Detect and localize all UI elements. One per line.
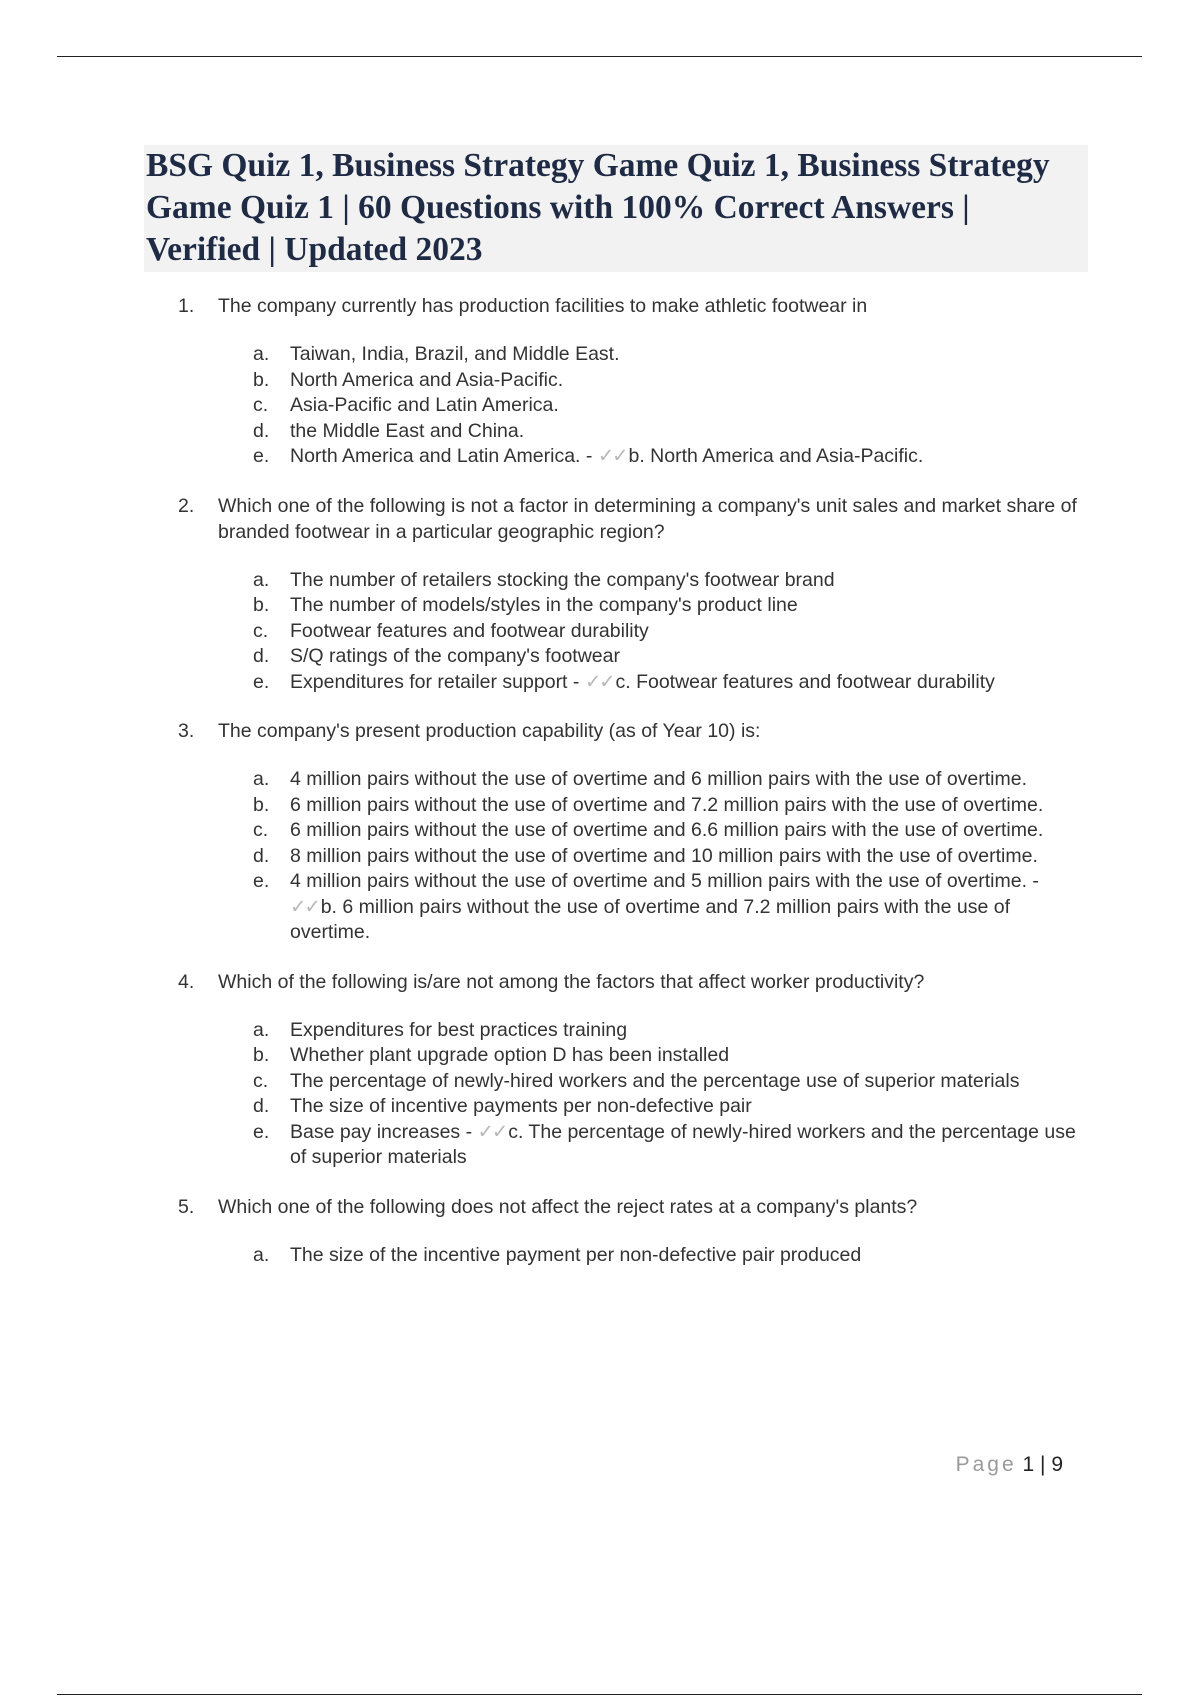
option-letter: c. — [253, 819, 269, 841]
option-letter: e. — [253, 870, 270, 892]
option-letter: e. — [253, 670, 270, 693]
option-text-container — [290, 793, 1088, 819]
document-title: BSG Quiz 1, Business Strategy Game Quiz 1, Business Strategy Game Quiz 1 | 60 Questions with 100% Correct Answers | Verified | Updated 2023 — [146, 147, 1050, 268]
option-text: The size of incentive payments per non-defective pair — [290, 1095, 752, 1117]
answer-option — [253, 593, 1088, 619]
option-text: Footwear features and footwear durability — [290, 619, 649, 642]
option-text-container — [290, 1120, 1088, 1171]
correct-answer: c. The percentage of newly-hired workers and the percentage use of superior materials — [290, 1120, 1076, 1168]
checkmark-icon: ✓✓ — [584, 670, 614, 693]
question-item — [178, 969, 1088, 1171]
option-text: 4 million pairs without the use of overtime and 6 million pairs with the use of overtime. — [290, 768, 1028, 790]
answer-option — [253, 670, 1088, 696]
option-text-container — [290, 869, 1088, 946]
option-letter: a. — [253, 1243, 270, 1266]
option-list — [178, 568, 1088, 696]
option-text-container — [290, 444, 1088, 470]
question-row — [178, 293, 1088, 319]
answer-option — [253, 368, 1088, 394]
option-text-container — [290, 619, 1088, 645]
option-letter: a. — [253, 568, 270, 591]
option-text: 8 million pairs without the use of overtime and 10 million pairs with the use of overtime. — [290, 844, 1038, 867]
answer-option — [253, 644, 1088, 670]
current-page: 1 — [1022, 1453, 1035, 1476]
question-text: Which one of the following is not a factor in determining a company's unit sales and market share of branded footwear in a particular geographic region? — [218, 494, 1077, 543]
question-row — [178, 493, 1088, 545]
option-letter: c. — [253, 619, 269, 642]
option-text-container — [290, 1243, 1088, 1269]
option-text: The number of retailers stocking the company's footwear brand — [290, 568, 835, 591]
question-row — [178, 969, 1088, 995]
page-label: Page — [955, 1453, 1017, 1476]
option-text-container — [290, 1018, 1088, 1044]
option-letter: d. — [253, 645, 270, 667]
correct-answer: b. North America and Asia-Pacific. — [628, 445, 924, 467]
option-text-container — [290, 593, 1088, 619]
answer-option — [253, 844, 1088, 870]
option-letter: b. — [253, 594, 270, 616]
answer-option — [253, 444, 1088, 470]
option-text: The size of the incentive payment per non-defective pair produced — [290, 1243, 862, 1266]
option-letter: d. — [253, 419, 270, 442]
correct-answer: c. Footwear features and footwear durability — [615, 670, 995, 693]
option-text-container — [290, 670, 1088, 696]
answer-option — [253, 1243, 1088, 1269]
option-letter: c. — [253, 1069, 269, 1092]
checkmark-icon: ✓✓ — [597, 445, 627, 467]
answer-option — [253, 767, 1088, 793]
option-letter: c. — [253, 394, 269, 416]
option-text-container — [290, 844, 1088, 870]
question-list — [178, 293, 1088, 1291]
option-text-container — [290, 1094, 1088, 1120]
option-text: Expenditures for best practices training — [290, 1018, 628, 1041]
question-number: 2. — [178, 494, 195, 517]
top-rule — [57, 56, 1142, 57]
option-letter: a. — [253, 768, 270, 790]
answer-option — [253, 1094, 1088, 1120]
option-text: 6 million pairs without the use of overtime and 6.6 million pairs with the use of overtime. — [290, 819, 1044, 841]
question-row — [178, 1194, 1088, 1220]
option-letter: a. — [253, 1018, 270, 1041]
answer-option — [253, 1120, 1088, 1171]
question-item — [178, 718, 1088, 946]
question-number: 1. — [178, 295, 195, 317]
question-text: The company currently has production facilities to make athletic footwear in — [218, 295, 868, 317]
page-footer — [956, 1453, 1063, 1477]
total-pages: 9 — [1051, 1453, 1063, 1476]
answer-option — [253, 793, 1088, 819]
option-text-container — [290, 644, 1088, 670]
question-number: 4. — [178, 970, 195, 993]
option-text: The percentage of newly-hired workers and the percentage use of superior materials — [290, 1069, 1020, 1092]
option-text-container — [290, 1069, 1088, 1095]
option-list — [178, 342, 1088, 470]
option-text-container — [290, 393, 1088, 419]
question-text: The company's present production capability (as of Year 10) is: — [218, 720, 761, 742]
answer-option — [253, 1043, 1088, 1069]
option-letter: b. — [253, 1044, 270, 1066]
correct-answer: b. 6 million pairs without the use of overtime and 7.2 million pairs with the use of overtime. — [290, 895, 1011, 943]
option-text: the Middle East and China. — [290, 419, 525, 442]
option-text: Expenditures for retailer support - — [290, 670, 585, 693]
question-row — [178, 718, 1088, 744]
option-letter: b. — [253, 368, 270, 391]
question-item — [178, 1194, 1088, 1269]
answer-option — [253, 1018, 1088, 1044]
option-list — [178, 1018, 1088, 1171]
answer-option — [253, 869, 1088, 946]
option-letter: e. — [253, 1120, 270, 1143]
question-number: 3. — [178, 720, 195, 742]
option-text-container — [290, 368, 1088, 394]
answer-option — [253, 342, 1088, 368]
option-text-container — [290, 1043, 1088, 1069]
option-text-container — [290, 818, 1088, 844]
question-item — [178, 493, 1088, 696]
option-text: 6 million pairs without the use of overtime and 7.2 million pairs with the use of overtime. — [290, 793, 1044, 816]
option-text: Taiwan, India, Brazil, and Middle East. — [290, 343, 620, 365]
bottom-rule — [57, 1694, 1142, 1695]
option-letter: e. — [253, 445, 270, 467]
option-text-container — [290, 568, 1088, 594]
answer-option — [253, 619, 1088, 645]
question-text: Which one of the following does not affect the reject rates at a company's plants? — [218, 1195, 918, 1218]
option-text: Asia-Pacific and Latin America. — [290, 394, 559, 416]
answer-option — [253, 1069, 1088, 1095]
question-text: Which of the following is/are not among the factors that affect worker productivity? — [218, 970, 925, 993]
page-separator: | — [1040, 1453, 1046, 1476]
option-letter: d. — [253, 844, 270, 867]
option-text: 4 million pairs without the use of overtime and 5 million pairs with the use of overtime. - — [290, 870, 1039, 892]
option-letter: b. — [253, 793, 270, 816]
option-text: Whether plant upgrade option D has been installed — [290, 1044, 730, 1066]
option-letter: a. — [253, 343, 270, 365]
answer-option — [253, 393, 1088, 419]
option-list — [178, 1243, 1088, 1269]
option-text: North America and Asia-Pacific. — [290, 368, 564, 391]
question-item — [178, 293, 1088, 470]
option-text: The number of models/styles in the company's product line — [290, 594, 798, 616]
checkmark-icon: ✓✓ — [477, 1120, 507, 1143]
option-letter: d. — [253, 1095, 270, 1117]
answer-option — [253, 818, 1088, 844]
option-text-container — [290, 419, 1088, 445]
answer-option — [253, 568, 1088, 594]
option-list — [178, 767, 1088, 946]
option-text: S/Q ratings of the company's footwear — [290, 645, 620, 667]
checkmark-icon: ✓✓ — [290, 895, 319, 918]
option-text: North America and Latin America. - — [290, 445, 598, 467]
answer-option — [253, 419, 1088, 445]
question-number: 5. — [178, 1195, 195, 1218]
option-text: Base pay increases - — [290, 1120, 478, 1143]
option-text-container — [290, 342, 1088, 368]
option-text-container — [290, 767, 1088, 793]
